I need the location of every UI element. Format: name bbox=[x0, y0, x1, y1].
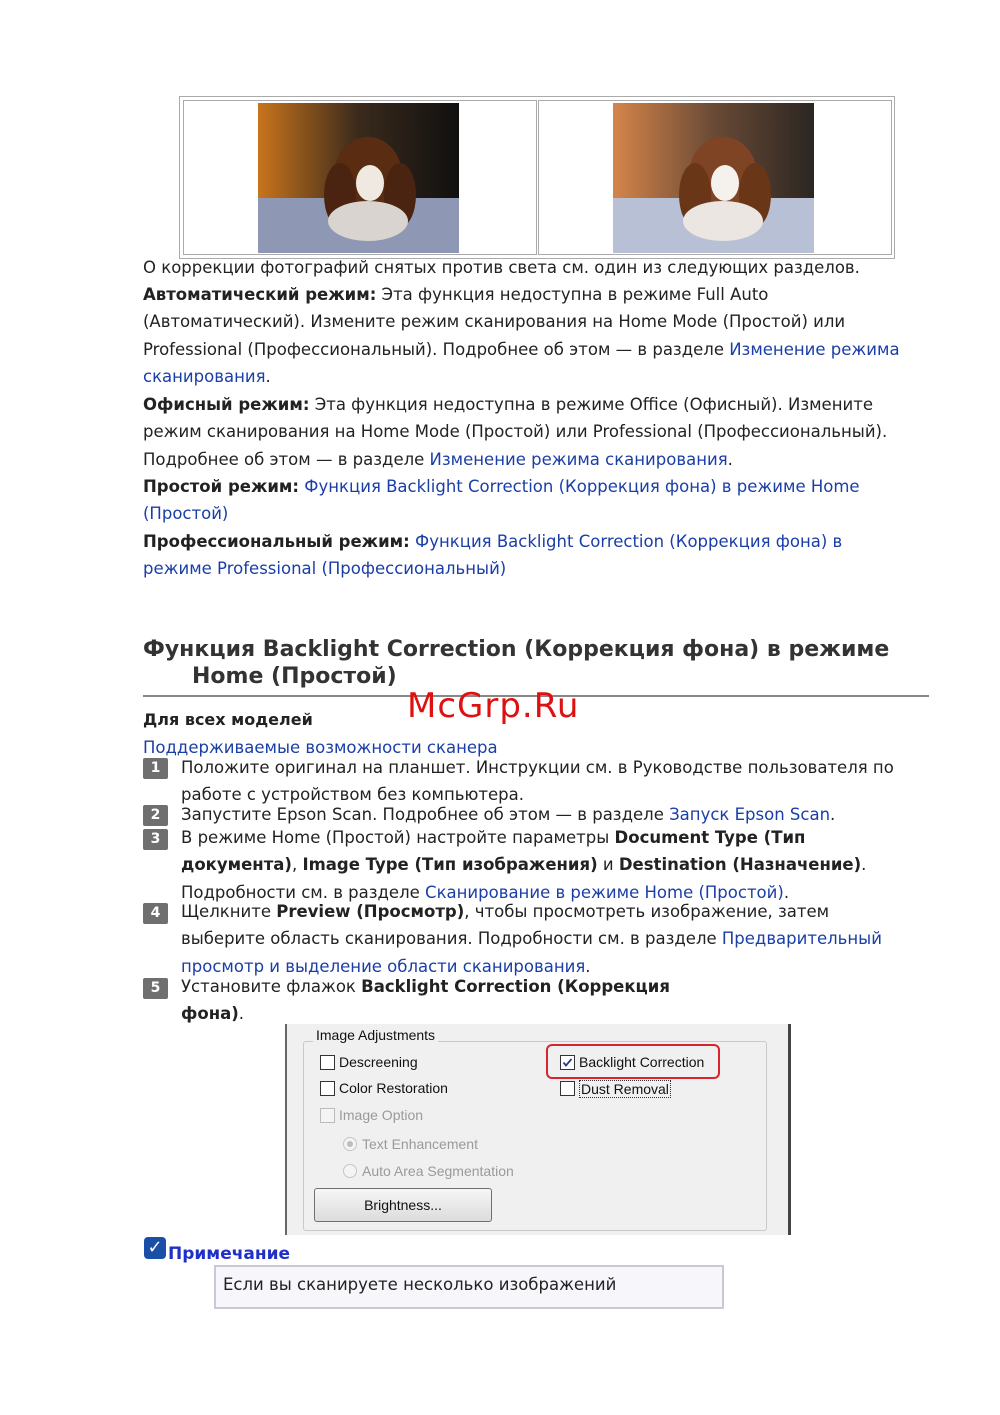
auto-area-segmentation-label: Auto Area Segmentation bbox=[362, 1163, 514, 1179]
image-adjustments-title: Image Adjustments bbox=[313, 1027, 438, 1043]
image-option-label: Image Option bbox=[339, 1107, 424, 1123]
descreening-checkbox[interactable] bbox=[320, 1055, 335, 1070]
step-4-badge: 4 bbox=[143, 903, 168, 924]
color-restoration-label: Color Restoration bbox=[339, 1080, 448, 1096]
step-3-post: Подробности см. в разделе bbox=[181, 882, 420, 902]
home-mode-paragraph bbox=[143, 473, 903, 528]
pro-mode-label: Профессиональный режим: bbox=[143, 532, 410, 551]
step-1-badge: 1 bbox=[143, 758, 168, 779]
text-enhancement-radio[interactable] bbox=[343, 1137, 357, 1151]
auto-mode-link[interactable]: Изменение режима сканирования bbox=[143, 339, 900, 386]
pro-mode-paragraph bbox=[143, 528, 883, 583]
intro-text: О коррекции фотографий снятых против света см. один из следующих разделов. bbox=[143, 258, 860, 277]
office-mode-paragraph: Офисный режим: Эта функция недоступна в режиме Office (Офисный). Измените режим сканирования на Home Mode (Простой) или Professional (Профессиональный). Подробнее об этом — в разделе Изменение режима сканирования. bbox=[143, 395, 888, 469]
step-5-backlight: Backlight Correction (Коррекция фона) bbox=[181, 977, 670, 1024]
step-4-text: Щелкните Preview (Просмотр), чтобы просмотреть изображение, затем выберите область сканирования. Подробности см. в разделе Предварительный просмотр и выделение области сканирования. bbox=[181, 902, 882, 976]
step-2-text: Запустите Epson Scan. Подробнее об этом — в разделе Запуск Epson Scan. bbox=[181, 805, 836, 824]
step-5-text: Установите флажок Backlight Correction (Коррекция фона). bbox=[181, 977, 670, 1024]
note-check-icon: ✓ bbox=[144, 1237, 166, 1259]
text-enhancement-label: Text Enhancement bbox=[362, 1136, 478, 1152]
step-5-badge: 5 bbox=[143, 978, 168, 999]
pro-mode-link[interactable]: Функция Backlight Correction (Коррекция фона) в режиме Professional (Профессиональный) bbox=[143, 532, 843, 579]
step-3-doc-type: Document Type (Тип документа) bbox=[181, 828, 806, 875]
step-1-text: Положите оригинал на планшет. Инструкции см. в Руководстве пользователя по работе с устройством без компьютера. bbox=[181, 758, 894, 805]
auto-mode-paragraph: Автоматический режим: Эта функция недоступна в режиме Full Auto (Автоматический). Измените режим сканирования на Home Mode (Простой) или Professional (Профессиональный). Подробнее об этом — в разделе Изменение режима сканирования. bbox=[143, 285, 900, 386]
step-4-body: , чтобы просмотреть изображение, затем выберите область сканирования. Подробности см. в разделе bbox=[181, 902, 830, 949]
step-3-link[interactable]: Сканирование в режиме Home (Простой) bbox=[425, 882, 784, 902]
brightness-button[interactable]: Brightness... bbox=[314, 1188, 492, 1222]
note-title: Примечание bbox=[168, 1244, 291, 1264]
all-models-label: Для всех моделей bbox=[143, 710, 313, 729]
step-4-preview: Preview (Просмотр) bbox=[276, 902, 465, 921]
step-3-image-type: Image Type (Тип изображения) bbox=[302, 855, 598, 875]
dust-removal-label: Dust Removal bbox=[581, 1081, 669, 1097]
checkmark-icon bbox=[561, 1056, 574, 1069]
dog-photo-after bbox=[613, 103, 814, 253]
step-3-text: В режиме Home (Простой) настройте параметры Document Type (Тип документа), Image Type (Тип изображения) и Destination (Назначение). Подробности см. в разделе Сканирование в режиме Home (Простой). bbox=[181, 828, 867, 902]
note-text: Если вы сканируете несколько изображений bbox=[223, 1275, 617, 1294]
section-heading bbox=[143, 636, 889, 690]
color-restoration-checkbox[interactable] bbox=[320, 1081, 335, 1096]
note-box bbox=[214, 1265, 724, 1309]
section-heading-line2: Home (Простой) bbox=[192, 664, 397, 689]
dog-photo-before bbox=[258, 103, 459, 253]
step-3-pre: В режиме Home (Простой) настройте параметры bbox=[181, 828, 610, 847]
auto-mode-text: Эта функция недоступна в режиме Full Auto (Автоматический). Измените режим сканирования на Home Mode (Простой) или Professional (Профессиональный). Подробнее об этом — в разделе bbox=[143, 285, 846, 359]
watermark: McGrp.Ru bbox=[407, 686, 580, 726]
image-adjustments-panel bbox=[285, 1024, 791, 1235]
descreening-label: Descreening bbox=[339, 1054, 418, 1070]
photo-comparison bbox=[179, 96, 895, 259]
step-4-link[interactable]: Предварительный просмотр и выделение области сканирования bbox=[181, 929, 882, 976]
step-5-pre: Установите флажок bbox=[181, 977, 356, 996]
supported-features-link[interactable]: Поддерживаемые возможности сканера bbox=[143, 738, 498, 757]
photo-before-cell bbox=[183, 100, 537, 255]
section-heading-line1: Функция Backlight Correction (Коррекция фона) в режиме bbox=[143, 637, 890, 662]
step-2-badge: 2 bbox=[143, 805, 168, 826]
step-3-destination: Destination (Назначение) bbox=[618, 855, 862, 875]
step-2-body: Запустите Epson Scan. Подробнее об этом — в разделе bbox=[181, 805, 664, 824]
backlight-correction-label: Backlight Correction bbox=[579, 1054, 705, 1070]
auto-mode-label: Автоматический режим: bbox=[143, 285, 377, 304]
step-3-and: и bbox=[602, 855, 614, 875]
dust-removal-checkbox[interactable] bbox=[560, 1081, 575, 1096]
backlight-correction-checkbox[interactable] bbox=[560, 1055, 575, 1070]
office-mode-text: Эта функция недоступна в режиме Office (Офисный). Измените режим сканирования на Home Mode (Простой) или Professional (Профессиональный). Подробнее об этом — в разделе bbox=[143, 395, 888, 469]
step-4-pre: Щелкните bbox=[181, 902, 271, 921]
photo-after-cell bbox=[538, 100, 892, 255]
office-mode-link[interactable]: Изменение режима сканирования bbox=[429, 449, 728, 469]
image-option-checkbox[interactable] bbox=[320, 1108, 335, 1123]
step-3-badge: 3 bbox=[143, 829, 168, 850]
auto-area-segmentation-radio[interactable] bbox=[343, 1164, 357, 1178]
home-mode-link[interactable]: Функция Backlight Correction (Коррекция фона) в режиме Home (Простой) bbox=[143, 477, 860, 524]
step-2-link[interactable]: Запуск Epson Scan bbox=[669, 805, 831, 824]
home-mode-label: Простой режим: bbox=[143, 477, 300, 496]
office-mode-label: Офисный режим: bbox=[143, 395, 310, 414]
